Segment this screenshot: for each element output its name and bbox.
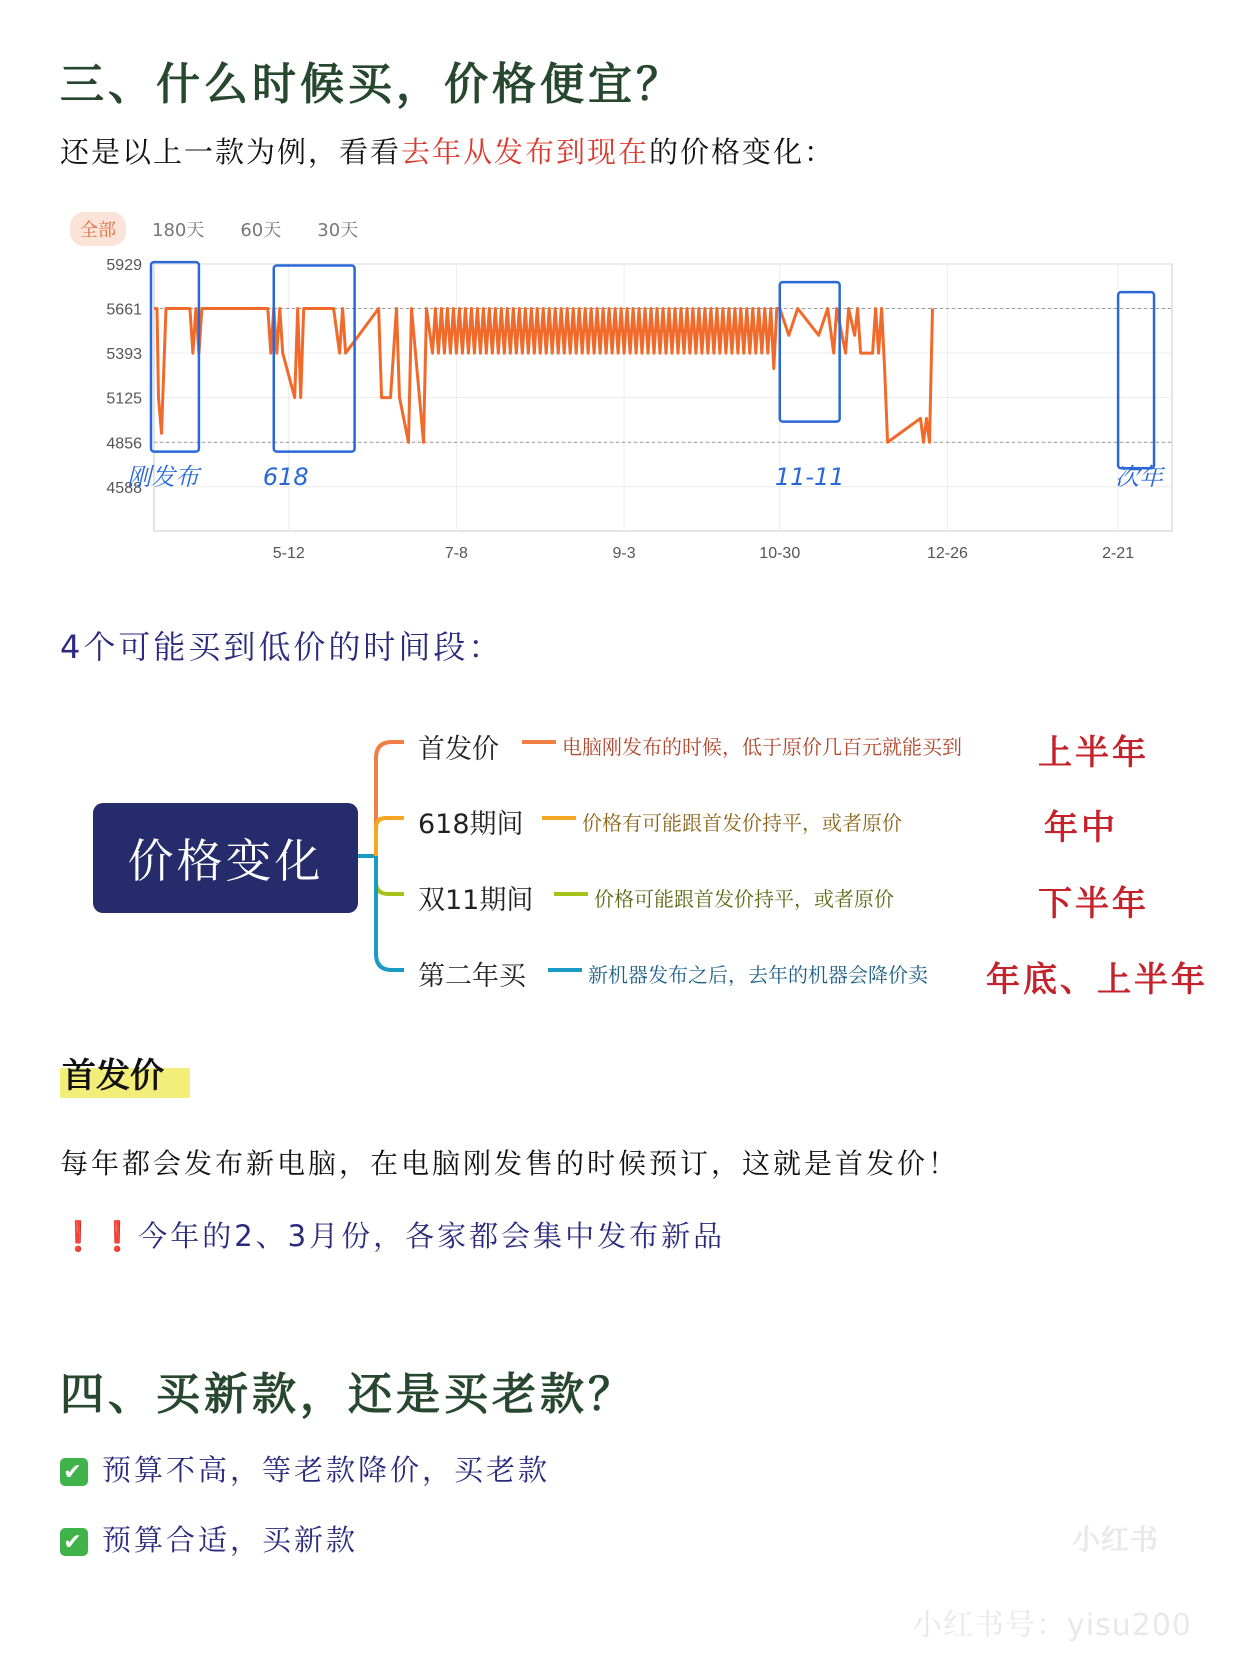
highlight-box bbox=[780, 282, 840, 422]
intro-prefix: 还是以上一款为例，看看 bbox=[60, 135, 402, 169]
annotation-label: 次年 bbox=[1115, 462, 1164, 491]
range-tabs bbox=[70, 212, 368, 246]
checklist-item bbox=[60, 1448, 550, 1489]
low-price-periods-heading: 4个可能买到低价的时间段： bbox=[60, 628, 504, 666]
first-price-note bbox=[60, 1214, 725, 1255]
checklist-item bbox=[60, 1518, 358, 1559]
connector-double11 bbox=[376, 856, 404, 894]
annotation-label: 刚发布 bbox=[126, 462, 199, 491]
x-tick-label: 2-21 bbox=[1102, 545, 1135, 562]
tab-180-days[interactable]: 180天 bbox=[152, 220, 205, 241]
price-history-chart bbox=[60, 250, 1180, 580]
x-tick-label: 7-8 bbox=[444, 545, 468, 562]
branch-desc-first-price: 电脑刚发布的时候，低于原价几百元就能买到 bbox=[562, 735, 962, 759]
branch-period-double11: 下半年 bbox=[1038, 884, 1149, 924]
x-tick-label: 9-3 bbox=[612, 545, 636, 562]
y-tick-label: 5661 bbox=[106, 301, 142, 319]
first-price-text: 每年都会发布新电脑，在电脑刚发售的时候预订，这就是首发价！ bbox=[60, 1147, 960, 1180]
connector-second-year bbox=[376, 856, 404, 970]
tab-all[interactable]: 全部 bbox=[70, 212, 126, 246]
mindmap-root: 价格变化 bbox=[93, 803, 358, 913]
branch-label-618: 618期间 bbox=[418, 809, 524, 840]
checkmark-icon: ✔ bbox=[60, 1458, 88, 1486]
first-price-title: 首发价 bbox=[62, 1056, 164, 1096]
y-tick-label: 4856 bbox=[106, 435, 142, 453]
x-tick-label: 12-26 bbox=[926, 545, 968, 562]
branch-label-second-year: 第二年买 bbox=[418, 961, 526, 992]
branch-desc-double11: 价格可能跟首发价持平，或者原价 bbox=[594, 887, 894, 911]
checklist-item-text: 预算合适，买新款 bbox=[102, 1523, 359, 1557]
highlight-box bbox=[274, 265, 355, 451]
y-tick-label: 5125 bbox=[106, 390, 142, 408]
connector-618 bbox=[376, 818, 404, 856]
section-heading-timing: 三、什么时候买，价格便宜？ bbox=[60, 59, 684, 110]
annotation-label: 618 bbox=[262, 462, 309, 491]
intro-highlight: 去年从发布到现在 bbox=[401, 135, 650, 169]
annotation-label: 11-11 bbox=[774, 462, 845, 491]
y-tick-label: 4588 bbox=[106, 479, 142, 497]
note-text: 今年的2、3月份，各家都会集中发布新品 bbox=[138, 1219, 726, 1253]
exclamation-icon: ❗️❗️ bbox=[60, 1219, 139, 1253]
branch-desc-618: 价格有可能跟首发价持平，或者原价 bbox=[582, 811, 902, 835]
y-tick-label: 5393 bbox=[106, 346, 142, 364]
checklist-item-text: 预算不高，等老款降价，买老款 bbox=[102, 1453, 551, 1487]
watermark-id: 小红书号：yisu200 bbox=[912, 1608, 1192, 1643]
branch-period-618: 年中 bbox=[1044, 808, 1118, 848]
checkmark-icon: ✔ bbox=[60, 1528, 88, 1556]
intro-text bbox=[60, 130, 835, 171]
section-heading-new-vs-old: 四、买新款，还是买老款？ bbox=[60, 1369, 636, 1420]
intro-suffix: 的价格变化： bbox=[649, 135, 836, 169]
watermark-logo: 小红书 bbox=[1072, 1523, 1160, 1556]
connector-first-price bbox=[376, 742, 404, 856]
x-tick-label: 10-30 bbox=[759, 545, 801, 562]
tab-30-days[interactable]: 30天 bbox=[317, 220, 359, 241]
branch-label-first-price: 首发价 bbox=[418, 734, 499, 765]
branch-period-first-price: 上半年 bbox=[1038, 733, 1149, 773]
y-tick-label: 5929 bbox=[106, 257, 142, 274]
tab-60-days[interactable]: 60天 bbox=[240, 220, 282, 241]
branch-period-second-year: 年底、上半年 bbox=[986, 960, 1208, 1000]
x-tick-label: 5-12 bbox=[272, 545, 305, 562]
branch-desc-second-year: 新机器发布之后，去年的机器会降价卖 bbox=[588, 963, 928, 987]
branch-label-double11: 双11期间 bbox=[418, 885, 534, 916]
